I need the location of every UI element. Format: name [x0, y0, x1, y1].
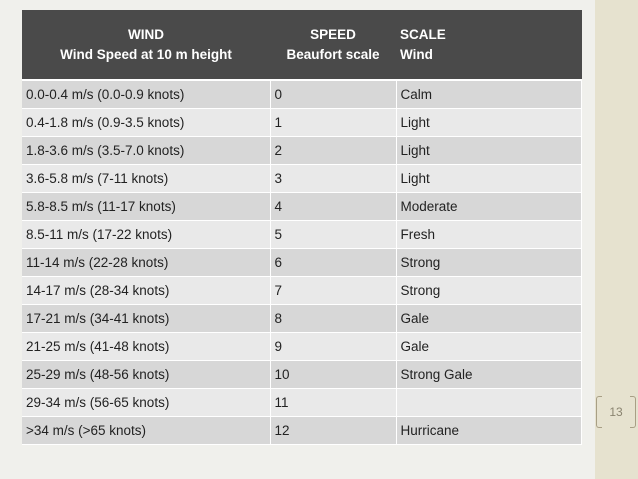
wind-cell: 3.6-5.8 m/s (7-11 knots)	[22, 165, 270, 193]
speed-cell: 12	[270, 417, 396, 445]
wind-cell: 0.4-1.8 m/s (0.9-3.5 knots)	[22, 109, 270, 137]
table-row	[22, 361, 582, 389]
speed-cell: 5	[270, 221, 396, 249]
table-row	[22, 221, 582, 249]
speed-cell: 2	[270, 137, 396, 165]
page-number: 13	[609, 405, 623, 419]
speed-cell: 11	[270, 389, 396, 417]
scale-cell: Strong	[396, 249, 582, 277]
beaufort-table	[22, 10, 582, 445]
header-scale-subtitle: Wind	[400, 46, 433, 62]
wind-cell: 21-25 m/s (41-48 knots)	[22, 333, 270, 361]
scale-cell: Strong	[396, 277, 582, 305]
table-header-row	[22, 10, 582, 80]
header-speed	[270, 10, 396, 80]
scale-cell: Strong Gale	[396, 361, 582, 389]
table-row	[22, 333, 582, 361]
table-row	[22, 389, 582, 417]
speed-cell: 8	[270, 305, 396, 333]
scale-cell: Gale	[396, 305, 582, 333]
wind-cell: 29-34 m/s (56-65 knots)	[22, 389, 270, 417]
scale-cell: Hurricane	[396, 417, 582, 445]
scale-cell: Calm	[396, 80, 582, 109]
wind-cell: 1.8-3.6 m/s (3.5-7.0 knots)	[22, 137, 270, 165]
speed-cell: 4	[270, 193, 396, 221]
table-row	[22, 305, 582, 333]
header-speed-title: SPEED	[310, 26, 356, 42]
speed-cell: 7	[270, 277, 396, 305]
wind-cell: 0.0-0.4 m/s (0.0-0.9 knots)	[22, 80, 270, 109]
speed-cell: 9	[270, 333, 396, 361]
speed-cell: 6	[270, 249, 396, 277]
table-row	[22, 249, 582, 277]
table-row	[22, 80, 582, 109]
table-row	[22, 193, 582, 221]
speed-cell: 3	[270, 165, 396, 193]
wind-cell: 25-29 m/s (48-56 knots)	[22, 361, 270, 389]
speed-cell: 1	[270, 109, 396, 137]
table-row	[22, 417, 582, 445]
wind-cell: >34 m/s (>65 knots)	[22, 417, 270, 445]
scale-cell	[396, 389, 582, 417]
scale-cell: Gale	[396, 333, 582, 361]
scale-cell: Light	[396, 137, 582, 165]
speed-cell: 10	[270, 361, 396, 389]
scale-cell: Light	[396, 109, 582, 137]
table-row	[22, 165, 582, 193]
page-number-bracket-left	[596, 396, 602, 428]
scale-cell: Fresh	[396, 221, 582, 249]
page-number-bracket-right	[630, 396, 636, 428]
wind-cell: 5.8-8.5 m/s (11-17 knots)	[22, 193, 270, 221]
scale-cell: Light	[396, 165, 582, 193]
table-row	[22, 109, 582, 137]
header-wind-subtitle: Wind Speed at 10 m height	[60, 46, 232, 62]
header-wind-title: WIND	[128, 26, 164, 42]
wind-cell: 17-21 m/s (34-41 knots)	[22, 305, 270, 333]
wind-cell: 14-17 m/s (28-34 knots)	[22, 277, 270, 305]
header-scale-title: SCALE	[400, 26, 446, 42]
table-row	[22, 277, 582, 305]
scale-cell: Moderate	[396, 193, 582, 221]
speed-cell: 0	[270, 80, 396, 109]
header-speed-subtitle: Beaufort scale	[286, 46, 380, 62]
wind-cell: 11-14 m/s (22-28 knots)	[22, 249, 270, 277]
table-row	[22, 137, 582, 165]
header-scale	[396, 10, 582, 80]
header-wind	[22, 10, 270, 80]
wind-cell: 8.5-11 m/s (17-22 knots)	[22, 221, 270, 249]
